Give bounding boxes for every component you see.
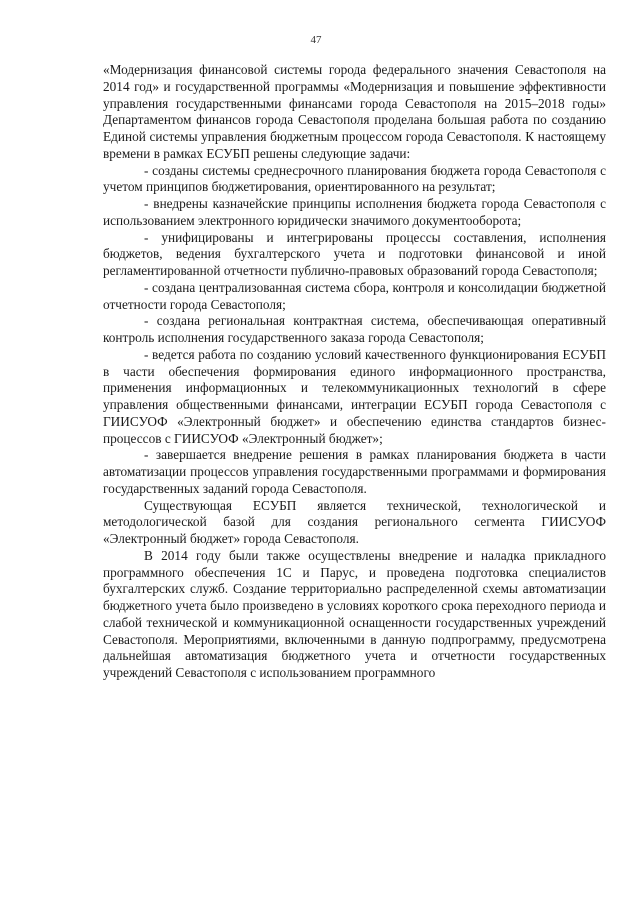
list-item-contract-system: - создана региональная контрактная система, обеспечивающая оперативный контроль исполнения государственного заказа города Севастополя;	[103, 313, 606, 345]
list-item-unification: - унифицированы и интегрированы процессы составления, исполнения бюджетов, ведения бухгалтерского учета и подготовки финансовой и иной регламентированной отчетности публично-правовых образований города Севастополя;	[103, 229, 606, 278]
document-body	[103, 62, 606, 682]
paragraph-intro: «Модернизация финансовой системы города федерального значения Севастополя на 2014 год» и государственной программы «Модернизация и повышение эффективности управления государственными финансами города Севастополя на 2015–2018 годы» Департаментом финансов города Севастополя проделана большая работа по созданию Единой системы управления бюджетным процессом города Севастополя. К настоящему времени в рамках ЕСУБП решены следующие задачи:	[103, 62, 606, 161]
list-item-planning: - созданы системы среднесрочного планирования бюджета города Севастополя с учетом принципов бюджетирования, ориентированного на результат;	[103, 162, 606, 195]
paragraph-existing-esubp: Существующая ЕСУБП является технической, технологической и методологической базой для создания регионального сегмента ГИИСУОФ «Электронный бюджет» города Севастополя.	[103, 497, 606, 546]
list-item-integration: - ведется работа по созданию условий качественного функционирования ЕСУБП в части обеспечения формирования единого информационного пространства, применения информационных и телекоммуникационных технологий в сфере управления общественными финансами, интеграции ЕСУБП города Севастополя с ГИИСУОФ «Электронный бюджет» и обеспечению единства стандартов бизнес-процессов с ГИИСУОФ «Электронный бюджет»;	[103, 346, 606, 446]
list-item-treasury: - внедрены казначейские принципы исполнения бюджета города Севастополя с использованием электронного юридически значимого документооборота;	[103, 196, 606, 228]
list-item-programs: - завершается внедрение решения в рамках планирования бюджета в части автоматизации процессов управления государственными программами и формирования государственных заданий города Севастополя.	[103, 447, 606, 496]
paragraph-2014: В 2014 году были также осуществлены внедрение и наладка прикладного программного обеспечения 1С и Парус, и проведена подготовка специалистов бухгалтерских служб. Создание территориально распределенной схемы автоматизации бюджетного учета было произведено в условиях короткого срока переходного периода и слабой технической и коммуникационной оснащенности государственных учреждений Севастополя. Мероприятиями, включенными в данную подпрограмму, предусмотрена дальнейшая автоматизация бюджетного учета и отчетности государственных учреждений Севастополя с использованием программного	[103, 547, 606, 680]
page-number: 47	[310, 34, 322, 46]
list-item-reporting: - создана централизованная система сбора, контроля и консолидации бюджетной отчетности города Севастополя;	[103, 279, 606, 312]
